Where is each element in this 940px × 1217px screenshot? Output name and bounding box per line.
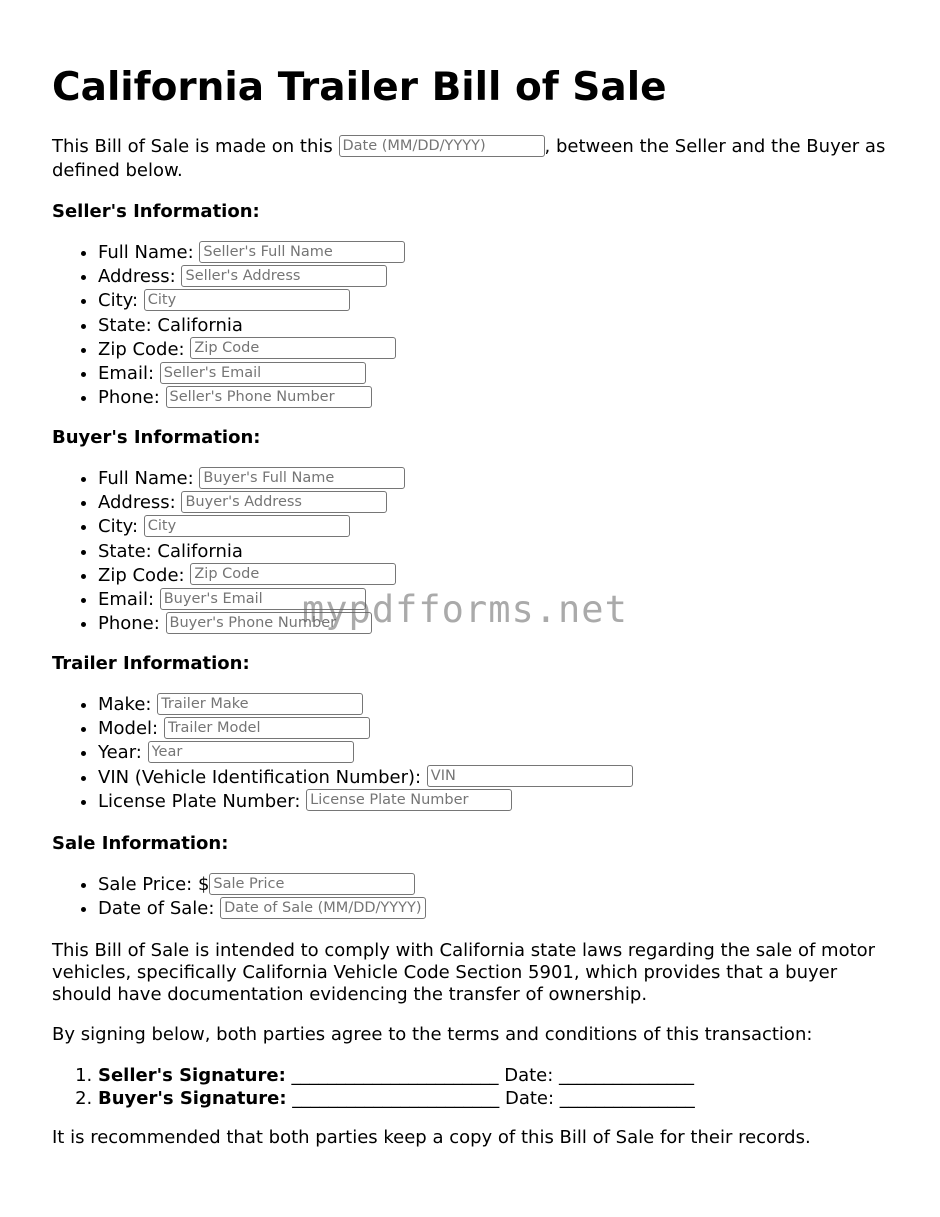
buyer-zip-input[interactable]: [190, 563, 396, 585]
buyer-email-input[interactable]: [160, 588, 366, 610]
seller-full-name-input[interactable]: [199, 241, 405, 263]
seller-email-item: • Email: Seller's Email: [98, 362, 405, 386]
seller-fields: [52, 241, 405, 410]
seller-city-item: • City: City: [98, 289, 405, 313]
buyer-address-input[interactable]: [181, 491, 387, 513]
buyer-signature-item: 2. Buyer's Signature: _______________________ Date: _______________: [98, 1088, 695, 1111]
seller-address-input[interactable]: [181, 265, 387, 287]
buyer-address-item: • Address: Buyer's Address: [98, 491, 405, 515]
trailer-vin-input[interactable]: [427, 765, 633, 787]
buyer-email-item: • Email: Buyer's Email: [98, 588, 405, 612]
seller-signature-item: 1. Seller's Signature: _______________________ Date: _______________: [98, 1065, 695, 1088]
trailer-fields: [52, 693, 633, 814]
buyer-full-name-input[interactable]: [199, 467, 405, 489]
seller-city-input[interactable]: [144, 289, 350, 311]
seller-address-item: • Address: Seller's Address: [98, 265, 405, 289]
seller-heading: Seller's Information:: [52, 201, 260, 222]
sale-heading: Sale Information:: [52, 833, 229, 854]
buyer-full-name-item: • Full Name: Buyer's Full Name: [98, 467, 405, 491]
trailer-vin-item: • VIN (Vehicle Identification Number): VIN: [98, 766, 633, 790]
buyer-phone-input[interactable]: [166, 612, 372, 634]
seller-full-name-item: • Full Name: Seller's Full Name: [98, 241, 405, 265]
buyer-fields: [52, 467, 405, 636]
buyer-city-input[interactable]: [144, 515, 350, 537]
agreement-date-input[interactable]: [339, 135, 545, 157]
page-title: California Trailer Bill of Sale: [52, 65, 667, 110]
trailer-plate-item: • License Plate Number: License Plate Number: [98, 790, 633, 814]
buyer-state-item: • State: California: [98, 540, 405, 564]
watermark: mypdfforms.net: [302, 588, 628, 631]
agreement-paragraph: By signing below, both parties agree to the terms and conditions of this transaction:: [52, 1024, 813, 1045]
buyer-zip-item: • Zip Code: Zip Code: [98, 564, 405, 588]
trailer-heading: Trailer Information:: [52, 653, 250, 674]
sale-fields: [52, 873, 426, 921]
trailer-make-item: • Make: Trailer Make: [98, 693, 633, 717]
seller-state-item: • State: California: [98, 314, 405, 338]
seller-phone-input[interactable]: [166, 386, 372, 408]
trailer-year-item: • Year: Year: [98, 741, 633, 765]
seller-email-input[interactable]: [160, 362, 366, 384]
sale-date-item: • Date of Sale: Date of Sale (MM/DD/YYYY): [98, 897, 426, 921]
signature-list: [52, 1065, 695, 1110]
trailer-model-input[interactable]: [164, 717, 370, 739]
seller-zip-item: • Zip Code: Zip Code: [98, 338, 405, 362]
trailer-plate-input[interactable]: [306, 789, 512, 811]
trailer-model-item: • Model: Trailer Model: [98, 717, 633, 741]
seller-phone-item: • Phone: Seller's Phone Number: [98, 386, 405, 410]
trailer-year-input[interactable]: [148, 741, 354, 763]
buyer-phone-item: • Phone: Buyer's Phone Number: [98, 612, 405, 636]
compliance-paragraph: This Bill of Sale is intended to comply with California state laws regarding the sale of motor vehicles, specifically California Vehicle Code Section 5901, which provides that a buyer should have documentation evidencing the transfer of ownership.: [52, 940, 876, 1005]
sale-price-input[interactable]: [209, 873, 415, 895]
buyer-city-item: • City: City: [98, 515, 405, 539]
seller-zip-input[interactable]: [190, 337, 396, 359]
trailer-make-input[interactable]: [157, 693, 363, 715]
buyer-heading: Buyer's Information:: [52, 427, 261, 448]
sale-date-input[interactable]: [220, 897, 426, 919]
closing-paragraph: It is recommended that both parties keep a copy of this Bill of Sale for their records.: [52, 1127, 811, 1148]
intro-paragraph: This Bill of Sale is made on this Date (MM/DD/YYYY) , between the Seller and the Buyer as defined below.: [52, 135, 892, 183]
sale-price-item: • Sale Price: $Sale Price: [98, 873, 426, 897]
